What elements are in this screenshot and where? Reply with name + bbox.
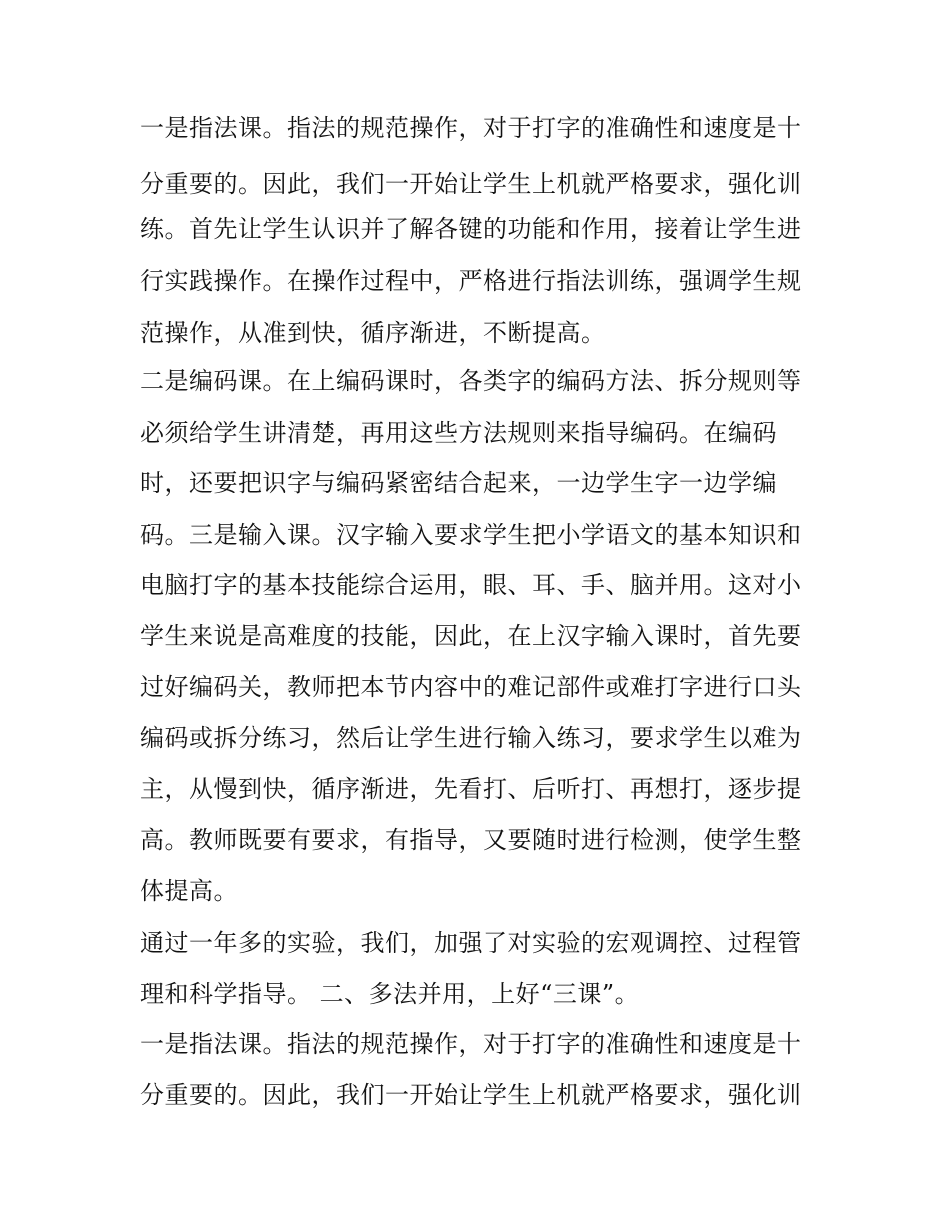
text-line: 必须给学生讲清楚，再用这些方法规则来指导编码。在编码 bbox=[140, 419, 777, 447]
text-line: 一是指法课。指法的规范操作，对于打字的准确性和速度是十 bbox=[140, 1030, 802, 1058]
text-line: 时，还要把识字与编码紧密结合起来，一边学生字一边学编 bbox=[140, 469, 777, 497]
text-line: 高。教师既要有要求，有指导，又要随时进行检测，使学生整 bbox=[140, 826, 802, 854]
text-line: 理和科学指导。 二、多法并用，上好“三课”。 bbox=[140, 980, 640, 1008]
text-line: 编码或拆分练习，然后让学生进行输入练习，要求学生以难为 bbox=[140, 724, 802, 752]
text-line: 学生来说是高难度的技能，因此，在上汉字输入课时，首先要 bbox=[140, 622, 802, 650]
text-line: 二是编码课。在上编码课时，各类字的编码方法、拆分规则等 bbox=[140, 367, 802, 395]
text-line: 分重要的。因此，我们一开始让学生上机就严格要求，强化训 bbox=[140, 1081, 802, 1109]
text-line: 码。三是输入课。汉字输入要求学生把小学语文的基本知识和 bbox=[140, 521, 802, 549]
text-line: 通过一年多的实验，我们，加强了对实验的宏观调控、过程管 bbox=[140, 929, 802, 957]
text-line: 一是指法课。指法的规范操作，对于打字的准确性和速度是十 bbox=[140, 114, 802, 142]
text-line: 主，从慢到快，循序渐进，先看打、后听打、再想打，逐步提 bbox=[140, 775, 802, 803]
text-line: 范操作，从准到快，循序渐进，不断提高。 bbox=[140, 319, 606, 347]
text-line: 体提高。 bbox=[140, 877, 238, 905]
text-line: 电脑打字的基本技能综合运用，眼、耳、手、脑并用。这对小 bbox=[140, 571, 802, 599]
text-line: 过好编码关，教师把本节内容中的难记部件或难打字进行口头 bbox=[140, 673, 802, 701]
text-line: 行实践操作。在操作过程中，严格进行指法训练，强调学生规 bbox=[140, 267, 802, 295]
text-line: 练。首先让学生认识并了解各键的功能和作用，接着让学生进 bbox=[140, 215, 802, 243]
text-line: 分重要的。因此，我们一开始让学生上机就严格要求，强化训 bbox=[140, 170, 802, 198]
